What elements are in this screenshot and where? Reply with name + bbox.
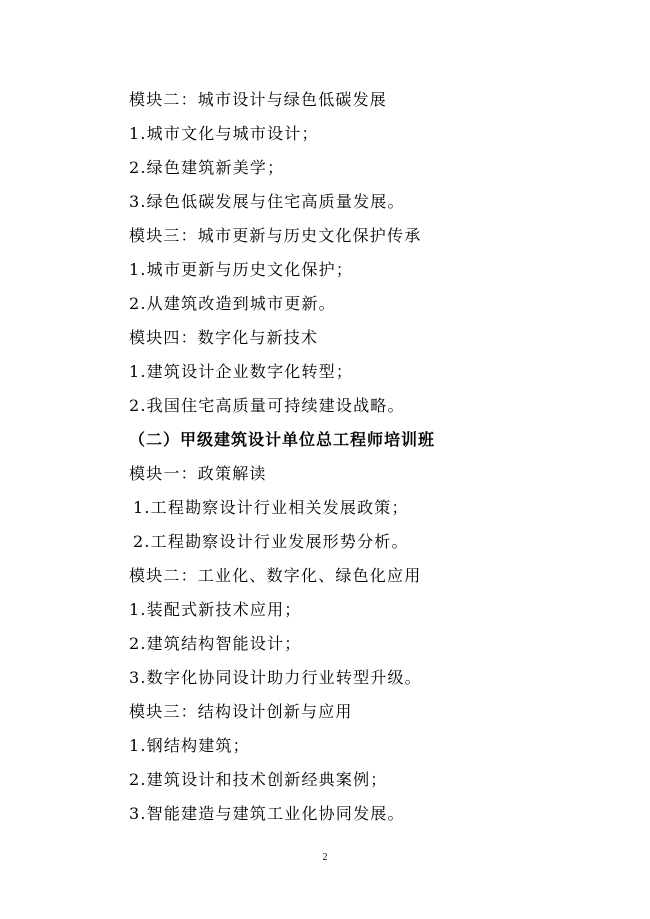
list-item: 1.装配式新技术应用； xyxy=(129,600,302,619)
list-item: 2.建筑结构智能设计； xyxy=(129,634,302,653)
list-item: 1.城市更新与历史文化保护； xyxy=(129,260,354,279)
module-heading: 模块二：工业化、数字化、绿色化应用 xyxy=(129,566,422,585)
list-item: 3.智能建造与建筑工业化协同发展。 xyxy=(129,804,405,823)
list-item: 2.建筑设计和技术创新经典案例； xyxy=(129,770,388,789)
module-heading: 模块二：城市设计与绿色低碳发展 xyxy=(129,90,388,109)
list-item: 1.钢结构建筑； xyxy=(129,736,250,755)
list-item: 1.工程勘察设计行业相关发展政策； xyxy=(133,498,409,517)
page-number: 2 xyxy=(322,852,328,863)
module-heading: 模块三：结构设计创新与应用 xyxy=(129,702,353,721)
list-item: 3.数字化协同设计助力行业转型升级。 xyxy=(129,668,422,687)
list-item: 2.绿色建筑新美学； xyxy=(129,158,285,177)
module-heading: 模块四：数字化与新技术 xyxy=(129,328,319,347)
module-heading: 模块三：城市更新与历史文化保护传承 xyxy=(129,226,422,245)
list-item: 1.城市文化与城市设计； xyxy=(129,124,319,143)
list-item: 2.我国住宅高质量可持续建设战略。 xyxy=(129,396,405,415)
list-item: 1.建筑设计企业数字化转型； xyxy=(129,362,354,381)
list-item: 2.从建筑改造到城市更新。 xyxy=(129,294,336,313)
list-item: 3.绿色低碳发展与住宅高质量发展。 xyxy=(129,192,405,211)
module-heading: 模块一：政策解读 xyxy=(129,464,267,483)
list-item: 2.工程勘察设计行业发展形势分析。 xyxy=(133,532,409,551)
section-heading: （二）甲级建筑设计单位总工程师培训班 xyxy=(129,430,436,449)
